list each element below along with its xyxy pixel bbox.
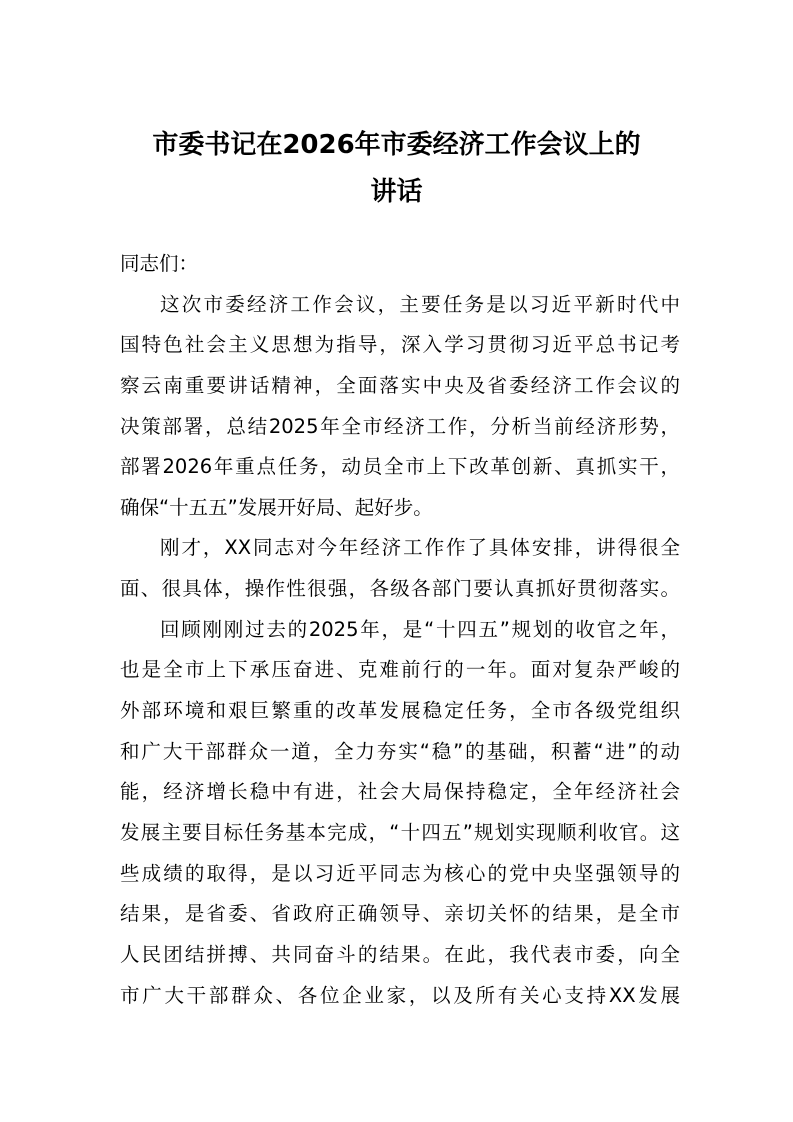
salutation: 同志们： [120,252,199,275]
paragraph-line: 和广大干部群众一道，全力夯实“稳”的基础，积蓄“进”的动 [120,739,680,763]
paragraph-line: 这次市委经济工作会议，主要任务是以习近平新时代中 [160,292,680,316]
document-title [110,122,683,216]
paragraph-line: 也是全市上下承压奋进、克难前行的一年。面对复杂严峻的 [120,658,680,682]
paragraph-line: 发展主要目标任务基本完成，“十四五”规划实现顺利收官。这 [120,820,680,844]
document-body [120,244,680,1016]
paragraph-line: 察云南重要讲话精神，全面落实中央及省委经济工作会议的 [120,373,680,397]
paragraph-line: 能，经济增长稳中有进，社会大局保持稳定，全年经济社会 [120,780,680,804]
paragraph-line: 国特色社会主义思想为指导，深入学习贯彻习近平总书记考 [120,333,680,357]
paragraph-line: 些成绩的取得，是以习近平同志为核心的党中央坚强领导的 [120,861,680,885]
paragraph-line: 决策部署，总结2025年全市经济工作，分析当前经济形势， [120,414,680,438]
paragraph-line: 市广大干部群众、各位企业家，以及所有关心支持XX发展 [120,983,680,1007]
title-line: 市委书记在2026年市委经济工作会议上的 [152,130,641,160]
paragraph-line: 确保“十五五”发展开好局、起好步。 [120,495,433,519]
paragraph-line: 回顾刚刚过去的2025年，是“十四五”规划的收官之年， [160,617,680,641]
paragraph-line: 面、很具体，操作性很强，各级各部门要认真抓好贯彻落实。 [120,577,680,601]
paragraph-line: 刚才，XX同志对今年经济工作作了具体安排，讲得很全 [160,536,680,560]
paragraph-line: 外部环境和艰巨繁重的改革发展稳定任务，全市各级党组织 [120,699,680,723]
title-line: 讲话 [370,177,423,207]
paragraph-line: 部署2026年重点任务，动员全市上下改革创新、真抓实干， [120,455,680,479]
paragraph [120,528,680,609]
paragraph-line: 结果，是省委、省政府正确领导、亲切关怀的结果，是全市 [120,902,680,926]
paragraph [120,285,680,529]
paragraph [120,610,680,1016]
paragraph-line: 人民团结拼搏、共同奋斗的结果。在此，我代表市委，向全 [120,942,680,966]
